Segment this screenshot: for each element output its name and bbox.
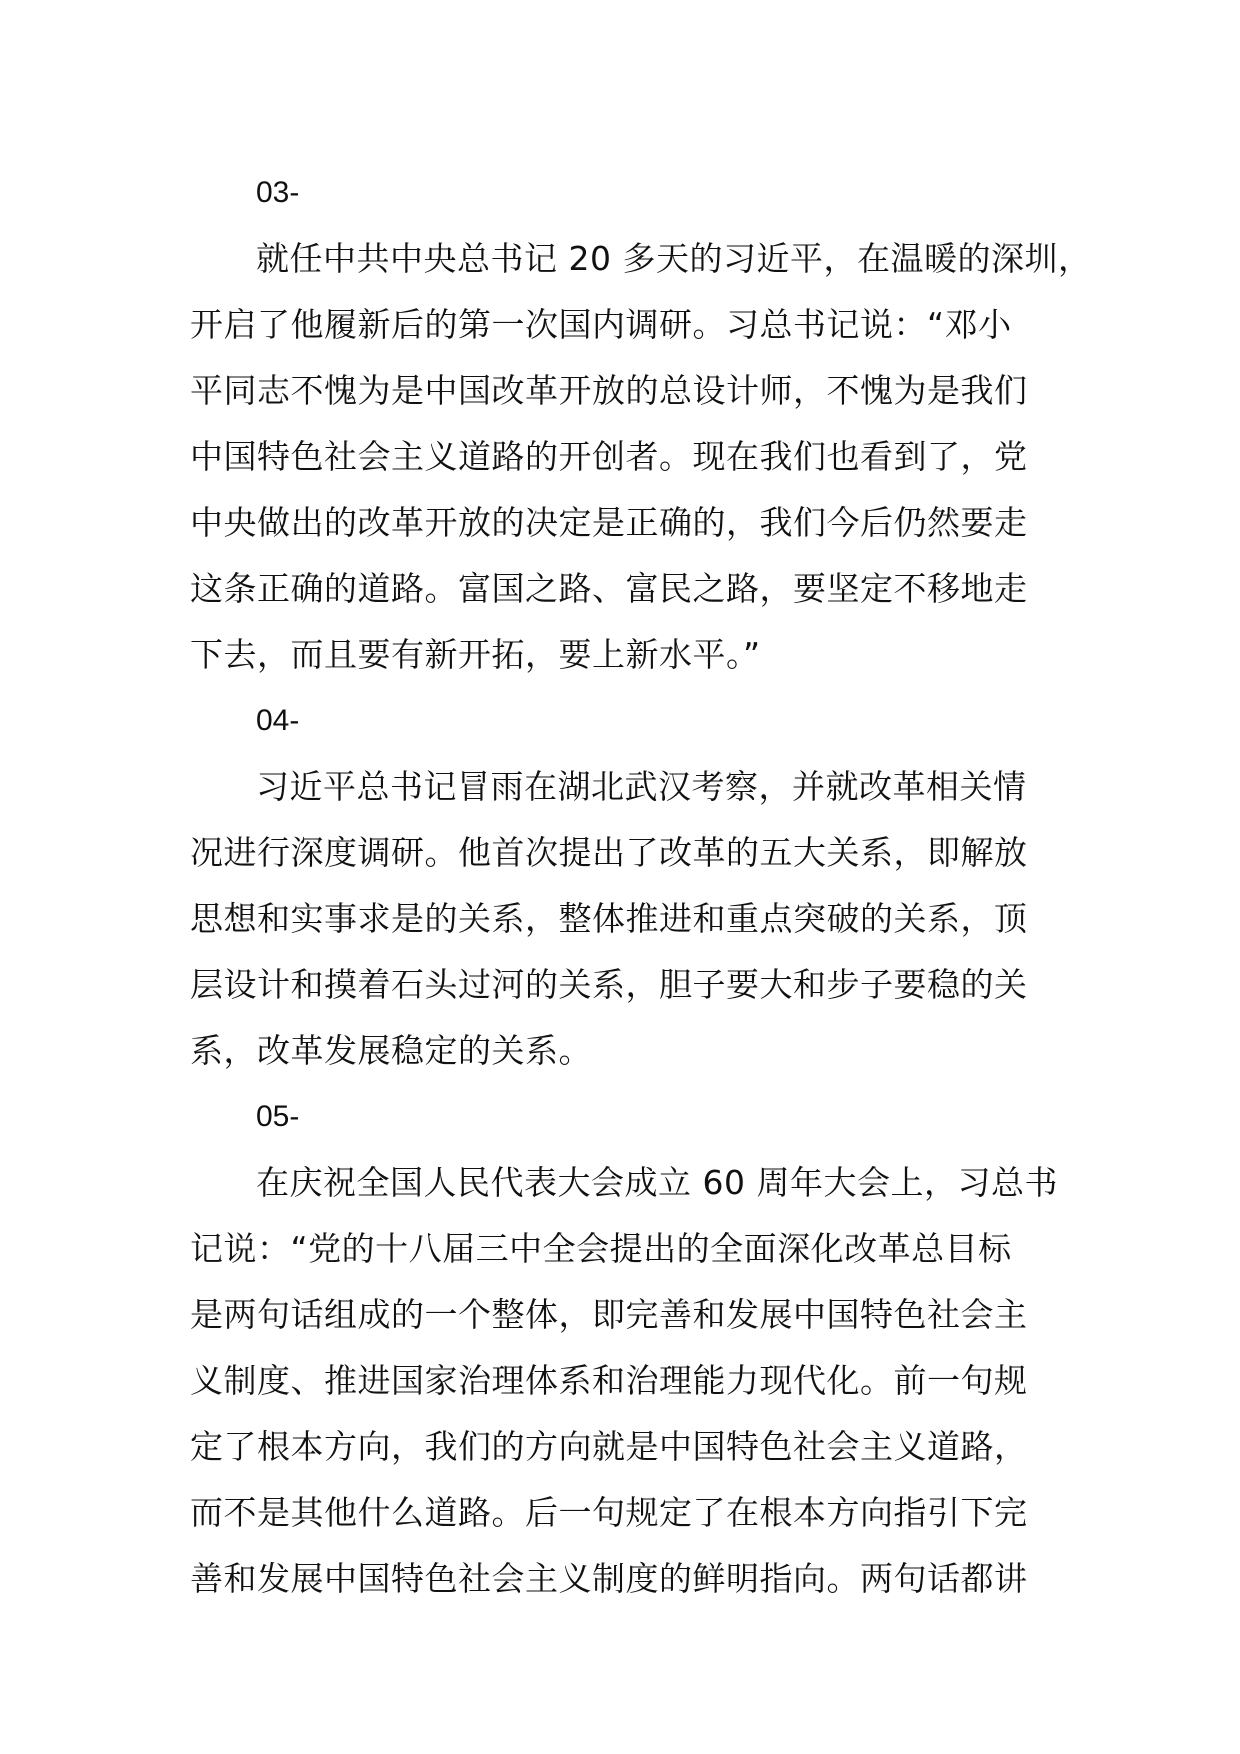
- paragraph-line: 就任中共中央总书记 20 多天的习近平，在温暖的深圳，: [256, 239, 1092, 278]
- paragraph-line: 思想和实事求是的关系，整体推进和重点突破的关系，顶: [190, 899, 1028, 938]
- paragraph-line: 平同志不愧为是中国改革开放的总设计师，不愧为是我们: [190, 371, 1028, 410]
- document-body: [190, 160, 1092, 1612]
- section-number-03: 03-: [256, 176, 300, 209]
- paragraph-line: 定了根本方向，我们的方向就是中国特色社会主义道路，: [190, 1427, 1028, 1466]
- paragraph-line: 中央做出的改革开放的决定是正确的，我们今后仍然要走: [190, 503, 1028, 542]
- paragraph-line: 善和发展中国特色社会主义制度的鲜明指向。两句话都讲: [190, 1559, 1028, 1598]
- section-number-05: 05-: [256, 1100, 300, 1133]
- paragraph-line: 系，改革发展稳定的关系。: [190, 1031, 592, 1070]
- paragraph-line: 义制度、推进国家治理体系和治理能力现代化。前一句规: [190, 1361, 1028, 1400]
- paragraph-line: 是两句话组成的一个整体，即完善和发展中国特色社会主: [190, 1295, 1028, 1334]
- paragraph-line: 在庆祝全国人民代表大会成立 60 周年大会上，习总书: [256, 1163, 1058, 1202]
- paragraph-line: 层设计和摸着石头过河的关系，胆子要大和步子要稳的关: [190, 965, 1028, 1004]
- paragraph-line: 习近平总书记冒雨在湖北武汉考察，并就改革相关情: [256, 767, 1027, 806]
- paragraph-line: 而不是其他什么道路。后一句规定了在根本方向指引下完: [190, 1493, 1028, 1532]
- paragraph-line: 中国特色社会主义道路的开创者。现在我们也看到了，党: [190, 437, 1028, 476]
- paragraph-line: 记说：“党的十八届三中全会提出的全面深化改革总目标: [190, 1229, 1012, 1268]
- paragraph-line: 这条正确的道路。富国之路、富民之路，要坚定不移地走: [190, 569, 1028, 608]
- paragraph-line: 下去，而且要有新开拓，要上新水平。”: [190, 635, 761, 674]
- paragraph-line: 况进行深度调研。他首次提出了改革的五大关系，即解放: [190, 833, 1028, 872]
- section-number-04: 04-: [256, 704, 300, 737]
- paragraph-line: 开启了他履新后的第一次国内调研。习总书记说：“邓小: [190, 305, 1012, 344]
